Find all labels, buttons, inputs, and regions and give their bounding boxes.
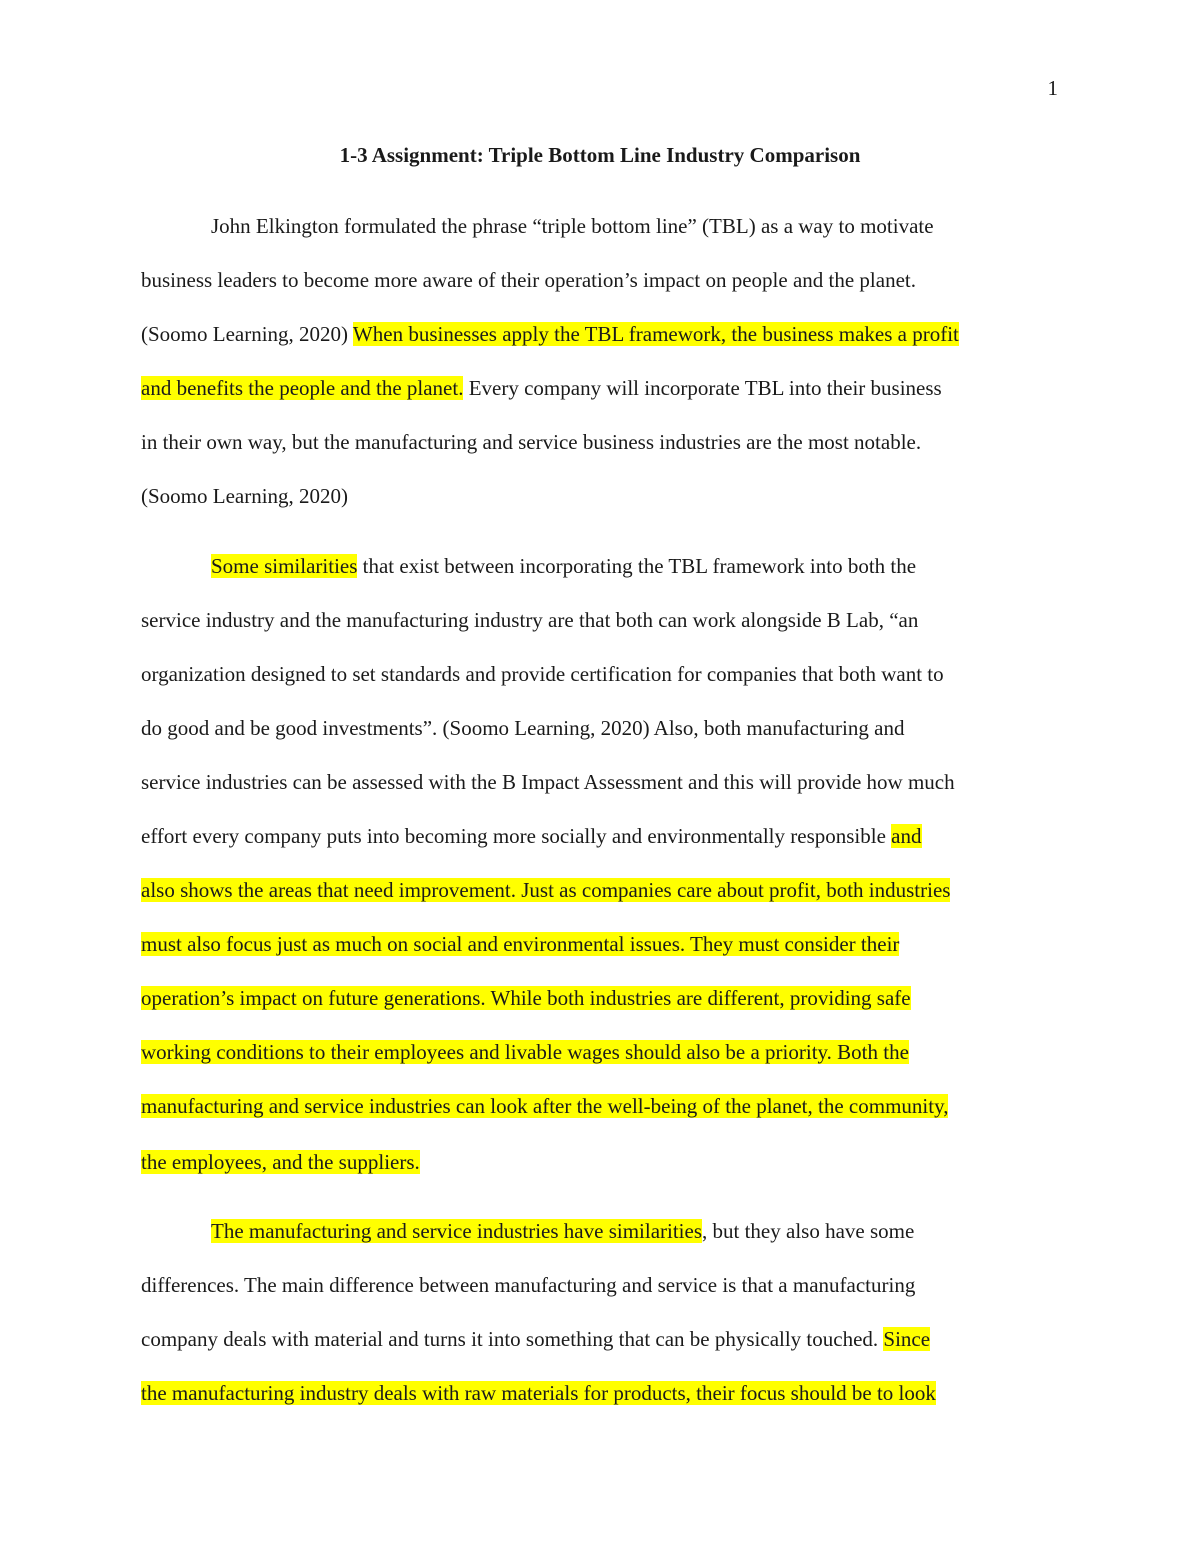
highlighted-text: manufacturing and service industries can look after the well-being of the planet, the community,: [141, 1094, 949, 1118]
text-line: [141, 768, 955, 796]
highlighted-text: operation’s impact on future generations. While both industries are different, providing safe: [141, 986, 911, 1010]
text-line: [211, 212, 934, 240]
document-title: 1-3 Assignment: Triple Bottom Line Industry Comparison: [339, 143, 861, 167]
text-run: differences. The main difference between manufacturing and service is that a manufacturing: [141, 1273, 916, 1297]
text-line: [141, 482, 348, 510]
text-run: , but they also have some: [702, 1219, 915, 1243]
highlighted-text: the employees, and the suppliers.: [141, 1150, 420, 1174]
text-run: that exist between incorporating the TBL framework into both the: [357, 554, 917, 578]
text-line: [141, 266, 916, 294]
highlighted-text: and: [891, 824, 922, 848]
text-run: (Soomo Learning, 2020): [141, 484, 349, 508]
text-line: [141, 1325, 930, 1353]
text-line: [141, 606, 918, 634]
highlighted-text: and benefits the people and the planet.: [141, 376, 464, 400]
text-run: (Soomo Learning, 2020): [141, 322, 353, 346]
text-run: do good and be good investments”. (Soomo Learning, 2020) Also, both manufacturing and: [141, 716, 905, 740]
text-line: [141, 984, 911, 1012]
highlighted-text: Since: [883, 1327, 931, 1351]
text-run: business leaders to become more aware of their operation’s impact on people and the planet.: [141, 268, 916, 292]
text-line: [211, 552, 916, 580]
highlighted-text: Some similarities: [211, 554, 358, 578]
highlighted-text: must also focus just as much on social and environmental issues. They must consider their: [141, 932, 900, 956]
text-line: [141, 930, 899, 958]
text-run: in their own way, but the manufacturing and service business industries are the most notable.: [141, 430, 922, 454]
highlighted-text: The manufacturing and service industries have similarities: [211, 1219, 703, 1243]
highlighted-text: When businesses apply the TBL framework, the business makes a profit: [352, 322, 959, 346]
text-line: [141, 1148, 420, 1176]
text-line: [141, 660, 944, 688]
text-line: [141, 1271, 915, 1299]
text-line: [141, 320, 959, 348]
text-run: organization designed to set standards and provide certification for companies that both want to: [141, 662, 944, 686]
text-run: effort every company puts into becoming more socially and environmentally responsible: [141, 824, 892, 848]
highlighted-text: working conditions to their employees and livable wages should also be a priority. Both the: [141, 1040, 909, 1064]
text-line: [141, 714, 904, 742]
highlighted-text: also shows the areas that need improvement. Just as companies care about profit, both industries: [141, 878, 951, 902]
text-run: John Elkington formulated the phrase “triple bottom line” (TBL) as a way to motivate: [211, 214, 934, 238]
text-line: [141, 822, 922, 850]
page-number: 1: [1047, 76, 1058, 100]
text-line: [141, 1379, 936, 1407]
text-run: service industries can be assessed with the B Impact Assessment and this will provide how much: [141, 770, 955, 794]
text-line: [141, 374, 942, 402]
text-line: [141, 428, 921, 456]
text-line: [141, 876, 950, 904]
text-run: company deals with material and turns it into something that can be physically touched.: [141, 1327, 884, 1351]
text-line: [141, 1038, 909, 1066]
highlighted-text: the manufacturing industry deals with raw materials for products, their focus should be to look: [141, 1381, 936, 1405]
text-run: Every company will incorporate TBL into their business: [463, 376, 942, 400]
text-line: [211, 1217, 914, 1245]
text-line: [141, 1092, 948, 1120]
text-run: service industry and the manufacturing industry are that both can work alongside B Lab, “an: [141, 608, 919, 632]
